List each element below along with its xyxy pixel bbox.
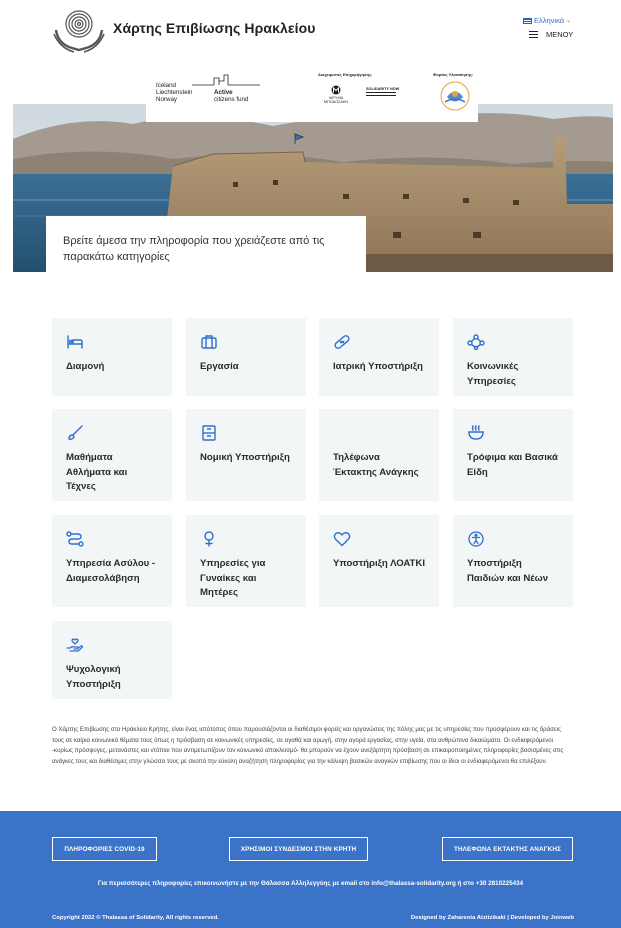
category-tile-social[interactable] — [453, 318, 573, 396]
about-text: Ο Χάρτης Επιβίωσης στο Ηράκλειο Κρήτης, είναι ένας ιστότοπος όπου παρουσιάζονται οι διαθέσιμοι φορείς και οργανώσεις της πόλης μας με τις υπηρεσίες που προσφέρουν και τις δράσεις τους σε καίρια κοινωνικά θέματα τους όπως η πρόσβαση σε κοινωνικές υπηρεσίες, σε αγαθά και αρωγή, στην αγορά εργασίας, στην υγεία, στα ανθρώπινα δικαιώματα. Οι ενδιαφερόμενοι -κυρίως πρόσφυγες, μετανάστες και ντόπιοι που αντιμετωπίζουν τον κοινωνικό αποκλεισμό- θα μπορούν να έχουν ανεξάρτητη πρόσβαση σε επικαιροποιημένες πληροφορίες βασισμένες στις ανάγκες τους και διαθέσιμες στην γλώσσα τους με σκοπό την εύκολη αναζήτηση πληροφορίας για την κάλυψη βασικών αναγκών επιβίωσης που οι ίδιοι οι ενδιαφερόμενοι θα επιλέξουν. — [52, 726, 564, 765]
useful-links-button[interactable]: ΧΡΗΣΙΜΟΙ ΣΥΝΔΕΣΜΟΙ ΣΤΗΝ ΚΡΗΤΗ — [229, 837, 368, 861]
network-icon — [467, 334, 485, 350]
promoter-label: Φορέας Υλοποίησης: — [433, 72, 474, 77]
menu-label: ΜΕΝΟΥ — [546, 30, 574, 39]
fund-operators-label: Διαχειριστές Επιχορήγησης: — [318, 72, 373, 77]
archive-icon — [200, 425, 218, 441]
tile-label: Εργασία — [200, 361, 239, 372]
footer-contact: Για περισσότερες πληροφορίες επικοινωνήστε με την Θάλασσα Αλληλεγγύης με email στο info@thalassa-solidarity.org ή στο +30 2810225434 — [97, 880, 524, 887]
hand-heart-icon — [66, 637, 84, 653]
emergency-phones-button[interactable]: ΤΗΛΕΦΩΝΑ ΕΚΤΑΚΤΗΣ ΑΝΑΓΚΗΣ — [442, 837, 573, 861]
covid-info-button[interactable]: ΠΛΗΡΟΦΟΡΙΕΣ COVID-19 — [52, 837, 157, 861]
hamburger-icon — [529, 31, 538, 38]
hero-callout: Βρείτε άμεσα την πληροφορία που χρειάζεστε από τις παρακάτω κατηγορίες — [46, 216, 366, 272]
category-tile-classes[interactable] — [52, 409, 172, 501]
bodossaki-logo: ΙΔΡΥΜΑ ΜΠΟΔΟΣΑΚΗ — [318, 85, 354, 104]
category-tile-lgbtqi[interactable] — [319, 515, 439, 607]
menu-button[interactable] — [529, 30, 573, 39]
accessibility-icon — [467, 531, 485, 547]
eea-grants-text: Iceland Liechtenstein Norway — [156, 82, 193, 104]
tile-label: Υπηρεσίες για Γυναίκες και Μητέρες — [200, 558, 266, 598]
category-tile-accommodation[interactable] — [52, 318, 172, 396]
tile-label: Ιατρική Υποστήριξη — [333, 361, 423, 372]
tile-icon-spacer — [333, 425, 425, 451]
heart-icon — [333, 531, 351, 547]
language-label: Ελληνικά — [534, 16, 565, 25]
active-citizens-mark-icon — [192, 71, 260, 91]
tile-label: Ψυχολογική Υποστήριξη — [66, 664, 121, 690]
solidarity-now-logo: SOLIDARITY NOW — [366, 87, 400, 96]
tile-label: Τηλέφωνα Έκτακτης Ανάγκης — [333, 452, 419, 478]
active-citizens-fund-text: Active citizens fund — [214, 89, 249, 104]
sponsors-banner — [146, 62, 478, 122]
tile-label: Τρόφιμα και Βασικά Είδη — [467, 452, 558, 478]
category-tile-medical[interactable] — [319, 318, 439, 396]
route-icon — [66, 531, 84, 547]
thalassa-solidarity-logo-icon — [438, 80, 472, 114]
category-tile-children[interactable] — [453, 515, 573, 607]
category-tile-food[interactable] — [453, 409, 573, 501]
tile-label: Υποστήριξη ΛΟΑΤΚΙ — [333, 558, 426, 569]
tile-label: Υπηρεσία Ασύλου - Διαμεσολάβηση — [66, 558, 156, 584]
bodossaki-icon — [330, 85, 342, 95]
brush-icon — [66, 425, 84, 441]
bandage-icon — [333, 334, 351, 350]
language-selector[interactable] — [523, 16, 571, 25]
chevron-down-icon: ⌄ — [566, 18, 572, 24]
category-tile-legal[interactable] — [186, 409, 306, 501]
category-tile-women[interactable] — [186, 515, 306, 607]
footer-copyright: Copyright 2022 © Thalassa of Solidarity, All rights reserved. — [52, 915, 220, 921]
category-tile-psychological[interactable] — [52, 621, 172, 699]
bed-icon — [66, 334, 84, 350]
greek-flag-icon — [523, 18, 532, 24]
site-title[interactable]: Χάρτης Επιβίωσης Ηρακλείου — [113, 20, 316, 36]
tile-label: Κοινωνικές Υπηρεσίες — [467, 361, 519, 387]
site-footer — [0, 811, 621, 928]
tile-label: Μαθήματα Αθλήματα και Τέχνες — [66, 452, 128, 492]
female-icon — [200, 531, 218, 547]
footer-credits[interactable]: Designed by Zaharenia Atzitzikaki | Developed by Joinweb — [410, 915, 574, 921]
briefcase-icon — [200, 334, 218, 350]
category-tile-asylum[interactable] — [52, 515, 172, 607]
tile-label: Διαμονή — [66, 361, 105, 372]
food-bowl-icon — [467, 425, 485, 441]
tile-label: Νομική Υποστήριξη — [200, 452, 290, 463]
site-logo-icon[interactable] — [52, 8, 106, 54]
site-header — [0, 0, 621, 62]
category-tile-work[interactable] — [186, 318, 306, 396]
tile-label: Υποστήριξη Παιδιών και Νέων — [467, 558, 549, 584]
category-tile-emergency-phones[interactable] — [319, 409, 439, 501]
